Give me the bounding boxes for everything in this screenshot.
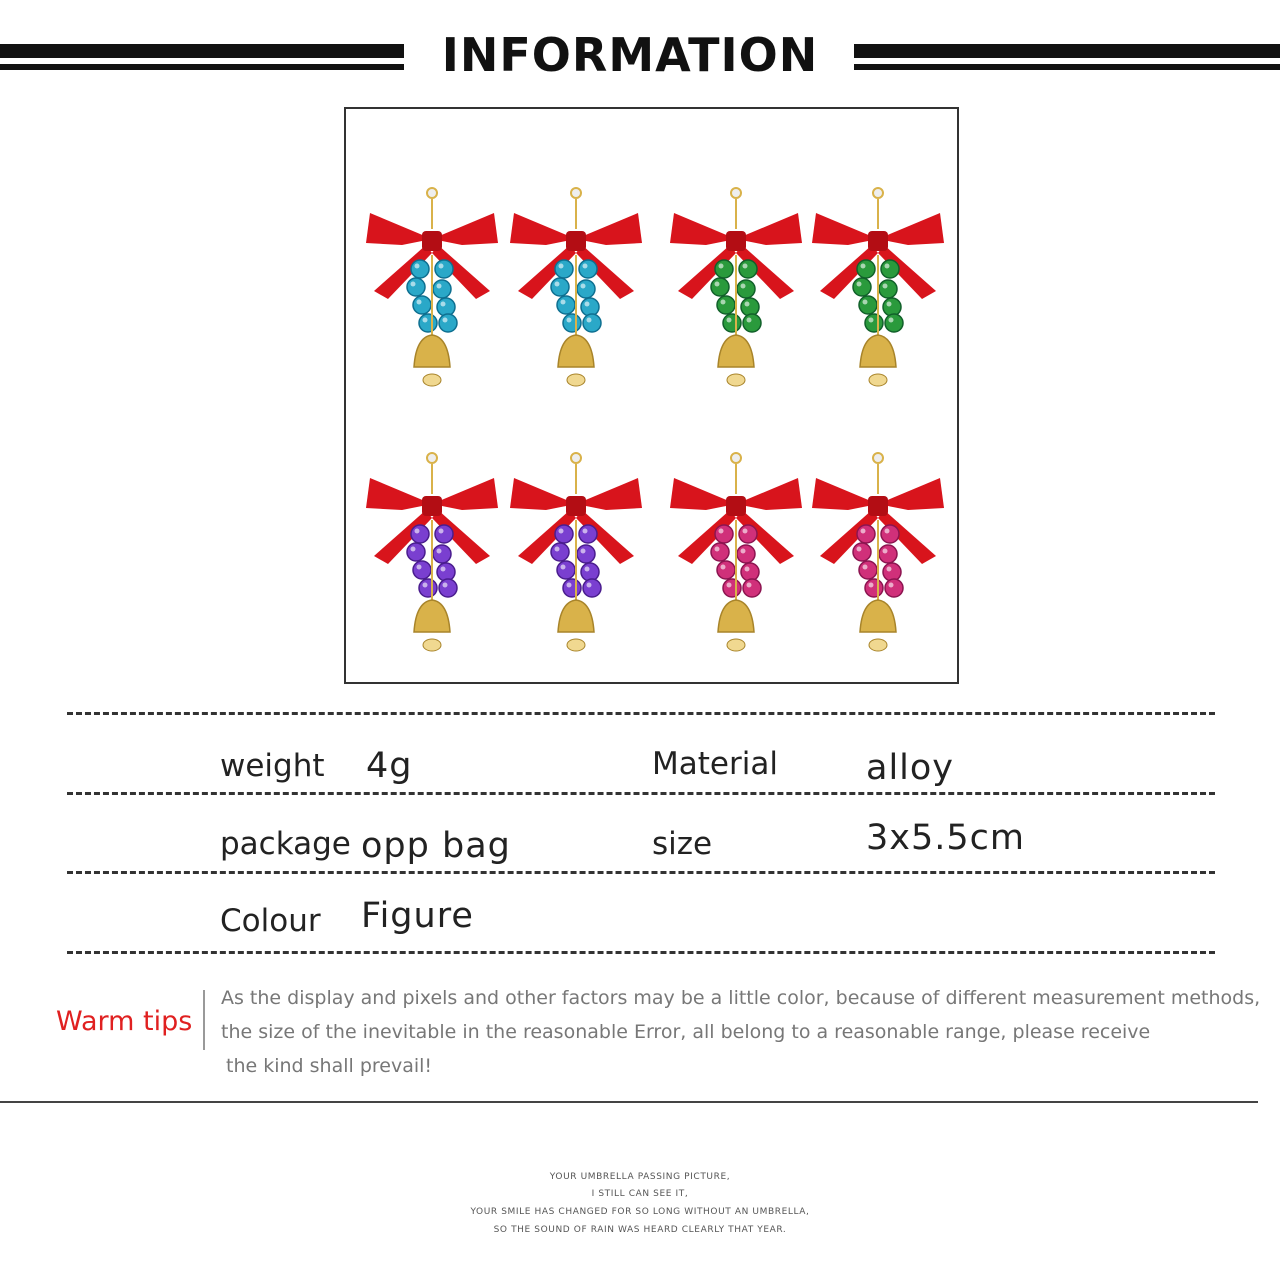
- earring: [670, 453, 802, 651]
- warm-tips-line: the size of the inevitable in the reasonable Error, all belong to a reasonable range, please receive: [221, 1021, 1151, 1043]
- package-label: package: [220, 826, 351, 862]
- footer-line: I STILL CAN SEE IT,: [591, 1189, 689, 1199]
- header-bar-right-thick: [854, 44, 1280, 58]
- colour-value: Figure: [361, 896, 474, 936]
- material-value: alloy: [866, 748, 955, 788]
- earring: [812, 188, 944, 386]
- earring: [366, 453, 498, 651]
- table-divider: [67, 792, 1215, 795]
- earring: [366, 188, 498, 386]
- footer-line: SO THE SOUND OF RAIN WAS HEARD CLEARLY THAT YEAR.: [493, 1225, 787, 1235]
- colour-label: Colour: [220, 903, 321, 939]
- warm-tips-line: the kind shall prevail!: [226, 1055, 433, 1077]
- footer-line: YOUR UMBRELLA PASSING PICTURE,: [549, 1172, 731, 1182]
- earring: [510, 188, 642, 386]
- header-bar-left-thick: [0, 44, 404, 58]
- earrings-illustration: [346, 109, 957, 682]
- warm-tips-separator: [203, 990, 205, 1050]
- warm-tips-label: Warm tips: [56, 1006, 193, 1037]
- earring: [510, 453, 642, 651]
- table-divider: [67, 712, 1215, 715]
- earring: [670, 188, 802, 386]
- header-bar-right-thin: [854, 64, 1280, 70]
- product-image: [344, 107, 959, 684]
- table-divider: [67, 871, 1215, 874]
- size-label: size: [652, 826, 713, 862]
- size-value: 3x5.5cm: [866, 818, 1025, 858]
- header-bar-left-thin: [0, 64, 404, 70]
- earring: [812, 453, 944, 651]
- weight-value: 4g: [366, 746, 413, 786]
- package-value: opp bag: [361, 826, 511, 866]
- page-title: INFORMATION: [441, 28, 819, 82]
- warm-tips-line: As the display and pixels and other factors may be a little color, because of different measurement methods,: [221, 987, 1261, 1009]
- footer-line: YOUR SMILE HAS CHANGED FOR SO LONG WITHOUT AN UMBRELLA,: [470, 1207, 810, 1217]
- section-rule: [0, 1101, 1258, 1103]
- material-label: Material: [652, 746, 778, 782]
- weight-label: weight: [220, 748, 325, 784]
- table-divider: [67, 951, 1215, 954]
